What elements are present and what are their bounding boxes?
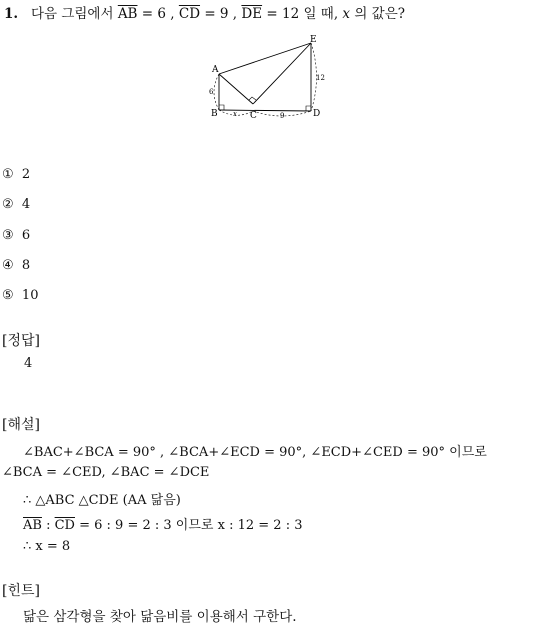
- explanation-heading: [해설]: [2, 417, 40, 433]
- question-text-prefix: 다음 그림에서: [30, 6, 114, 22]
- choice-value: 8: [21, 258, 31, 273]
- ratio-rest: = 6 : 9 = 2 : 3 이므로 x : 12 = 2 : 3: [74, 518, 303, 533]
- arc-ab: [214, 74, 219, 110]
- choice-marker: ①: [2, 167, 14, 182]
- right-angle-b: [219, 105, 224, 110]
- geometry-figure: [0, 32, 534, 122]
- ratio-colon: :: [41, 518, 55, 533]
- choice-4[interactable]: [2, 258, 30, 273]
- var-x: x: [342, 6, 351, 22]
- answer-value: 4: [24, 356, 33, 371]
- choice-5[interactable]: [2, 288, 38, 303]
- explanation-line-5: ∴ x = 8: [23, 539, 71, 554]
- right-angle-d: [306, 106, 311, 111]
- question-line: [4, 2, 405, 22]
- label-length-bc: x: [233, 110, 237, 118]
- label-length-ab: 6: [209, 88, 214, 96]
- choice-marker: ④: [2, 258, 14, 273]
- eq-cd: = 9 ,: [204, 6, 238, 22]
- eq-de: = 12 일 때,: [266, 6, 339, 22]
- segment-ab: $\overline{AB}$: [23, 518, 42, 533]
- choice-1[interactable]: [2, 167, 30, 182]
- choice-value: 2: [21, 167, 31, 182]
- hint-text: 닮은 삼각형을 찾아 닮음비를 이용해서 구한다.: [23, 609, 297, 625]
- right-angle-c: [249, 97, 256, 100]
- choice-value: 4: [21, 197, 31, 212]
- choice-marker: ③: [2, 228, 14, 243]
- question-number: 1.: [4, 6, 19, 22]
- label-b: B: [211, 109, 218, 119]
- explanation-line-4: [23, 514, 302, 533]
- label-e: E: [310, 35, 317, 45]
- choice-marker: ②: [2, 197, 14, 212]
- answer-heading: [정답]: [2, 333, 40, 349]
- choice-marker: ⑤: [2, 288, 14, 303]
- choice-2[interactable]: [2, 197, 30, 212]
- segment-cd: $\overline{CD}$: [178, 6, 201, 22]
- choice-value: 10: [21, 288, 39, 303]
- label-d: D: [313, 109, 321, 119]
- label-a: A: [212, 65, 219, 75]
- explanation-line-1: ∠BAC+∠BCA = 90° , ∠BCA+∠ECD = 90°, ∠ECD+∠CED = 90° 이므로: [23, 445, 487, 460]
- explanation-line-3: ∴ △ABC △CDE (AA 닮음): [23, 493, 181, 508]
- hint-heading: [힌트]: [2, 583, 40, 599]
- segment-ae: [219, 43, 311, 74]
- segment-ce: [253, 43, 311, 104]
- segment-cd: $\overline{CD}$: [54, 518, 75, 533]
- segment-de: $\overline{DE}$: [241, 6, 263, 22]
- choice-3[interactable]: [2, 228, 30, 243]
- choice-value: 6: [21, 228, 31, 243]
- explanation-line-2: ∠BCA = ∠CED, ∠BAC = ∠DCE: [2, 465, 210, 480]
- segment-ab: $\overline{AB}$: [117, 6, 138, 22]
- label-length-cd: 9: [280, 112, 285, 120]
- label-length-de: 12: [316, 74, 325, 82]
- label-c: C: [250, 111, 257, 121]
- eq-ab: = 6 ,: [141, 6, 175, 22]
- question-text-suffix: 의 값은?: [354, 6, 405, 22]
- segment-ac: [219, 74, 253, 104]
